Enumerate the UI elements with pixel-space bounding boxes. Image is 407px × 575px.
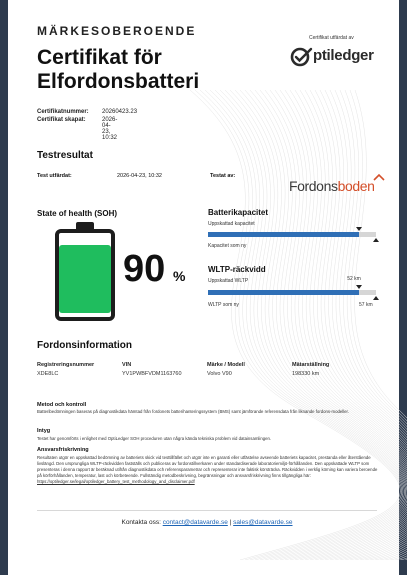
battery-cap: [76, 222, 94, 229]
wltp-bar-track: [208, 290, 376, 295]
capacity-new-marker: [373, 238, 379, 242]
optiledger-logo-text: ptiledger: [313, 47, 374, 64]
certificate-created-value: 2026-04-23, 10:32: [102, 117, 118, 141]
soh-unit: %: [173, 268, 186, 284]
certificate-number-value: 20260423.23: [102, 109, 138, 115]
right-decor-strip: [399, 0, 407, 575]
wltp-estimated-label: Uppskattad WLTP: [208, 278, 249, 284]
fordonsboden-logo-part2: boden: [337, 178, 375, 194]
fordonsboden-logo-part1: Fordons: [289, 178, 338, 194]
sales-email-link[interactable]: sales@datavarde.se: [233, 519, 293, 526]
soh-value: 90: [123, 248, 166, 290]
soh-label: State of health (SOH): [37, 209, 118, 218]
left-decor-strip: [0, 0, 8, 575]
capacity-estimated-label: Uppskattad kapacitet: [208, 221, 255, 227]
fordonsboden-logo: [289, 178, 375, 194]
wltp-range-title: WLTP-räckvidd: [208, 265, 266, 274]
battery-icon: [55, 222, 115, 318]
vehicle-label: Märke / Modell: [207, 362, 245, 368]
vehicle-section-title: Fordonsinformation: [37, 340, 132, 351]
vehicle-value: Volvo V90: [207, 371, 232, 377]
wltp-bar-fill: [208, 290, 359, 295]
battery-fill-level: [59, 245, 111, 313]
vehicle-col-make-model: [207, 362, 245, 377]
battery-capacity-block: [208, 208, 380, 252]
content-area: [37, 0, 377, 575]
o-check-icon: [289, 46, 315, 68]
vehicle-col-registration: [37, 362, 94, 377]
liability-text-block: [37, 455, 379, 485]
vehicle-value: 198330 km: [292, 371, 320, 377]
method-title: Metod och kontroll: [37, 402, 87, 408]
certificate-created-label: Certifikat skapat:: [37, 117, 86, 123]
wltp-estimated-value: 52 km: [347, 276, 361, 282]
page-title-line1: Certifikat för: [37, 46, 162, 69]
test-issued-label: Test utfärdat:: [37, 173, 72, 179]
vehicle-value: XDE8LC: [37, 371, 59, 377]
page-title-line2: Elfordonsbatteri: [37, 70, 200, 93]
capacity-bar-fill: [208, 232, 359, 237]
battery-capacity-title: Batterikapacitet: [208, 208, 269, 217]
header-kicker: MÄRKESOBEROENDE: [37, 24, 197, 38]
test-section-title: Testresultat: [37, 150, 93, 161]
capacity-bar-track: [208, 232, 376, 237]
roof-icon: [373, 173, 385, 181]
method-text: Batteribedömningen baseras på diagnostikdata hämtad från fordonets batterihanteringssystem (BMS) samt jämförande referensdata från liknande fordons-modeller.: [37, 409, 349, 414]
liability-text: Resultaten utgör en uppskattad bedömning av batteriets skick vid testtillfället och utgör inte en garanti eller utfästelse avseende batteriets kapacitet, prestanda eller återstående livslängd. Den ursprungliga WLTP-räckvidden fastställs och publiceras av fordonstillverkaren under standardiserade laboratoriemiljö-förhållanden. Den uppskattade WLTP som presenteras i denna rapport är beräknad utifrån diagnostikdata och referensparametrar och representerar inte faktisk körsträcka. Räckvidden i verklig körning kan variera beroende på körförhållanden, temperatur, last och körbeteende. Fullständig metodbeskrivning, begränsningar och ansvarsfriskrivning finns tillgängliga här:: [37, 455, 378, 478]
wltp-new-label: WLTP som ny: [208, 302, 239, 308]
capacity-new-label: Kapacitet som ny: [208, 243, 247, 249]
vehicle-col-odometer: [292, 362, 329, 377]
vehicle-label: VIN: [122, 362, 132, 368]
certificate-number-label: Certifikatnummer:: [37, 109, 89, 115]
certification-text: Testet har genomförts i enlighet med OptiLedger SOH proceduren utan några kända tekniska problem vid datainsamlingen.: [37, 436, 272, 441]
contact-email-link[interactable]: contact@datavarde.se: [162, 519, 228, 526]
vehicle-label: Registreringsnummer: [37, 362, 95, 368]
methodology-link[interactable]: https://optiledger.se/legal/optiledger_battery_test_methodology_and_disclaimer.pdf: [37, 479, 195, 484]
wltp-range-block: [208, 265, 380, 315]
vehicle-value: YV1PWBFVDM1163760: [122, 371, 182, 377]
tested-by-label: Testat av:: [210, 173, 236, 179]
optiledger-logo: [289, 46, 389, 70]
capacity-estimated-marker: [356, 227, 362, 231]
wltp-new-value: 57 km: [359, 302, 373, 308]
footer-contact: [37, 519, 377, 526]
vehicle-col-vin: [122, 362, 182, 377]
liability-title: Ansvarsfriskrivning: [37, 447, 89, 453]
vehicle-label: Mätarställning: [292, 362, 330, 368]
issued-by-label: Certifikat utfärdat av: [309, 35, 354, 41]
footer-divider: [37, 510, 377, 511]
footer-separator: |: [229, 519, 232, 526]
certification-title: Intyg: [37, 428, 51, 434]
wltp-new-marker: [373, 296, 379, 300]
wltp-estimated-marker: [356, 285, 362, 289]
test-issued-value: 2026-04-23, 10:32: [117, 173, 162, 179]
footer-prefix: Kontakta oss:: [121, 519, 161, 526]
